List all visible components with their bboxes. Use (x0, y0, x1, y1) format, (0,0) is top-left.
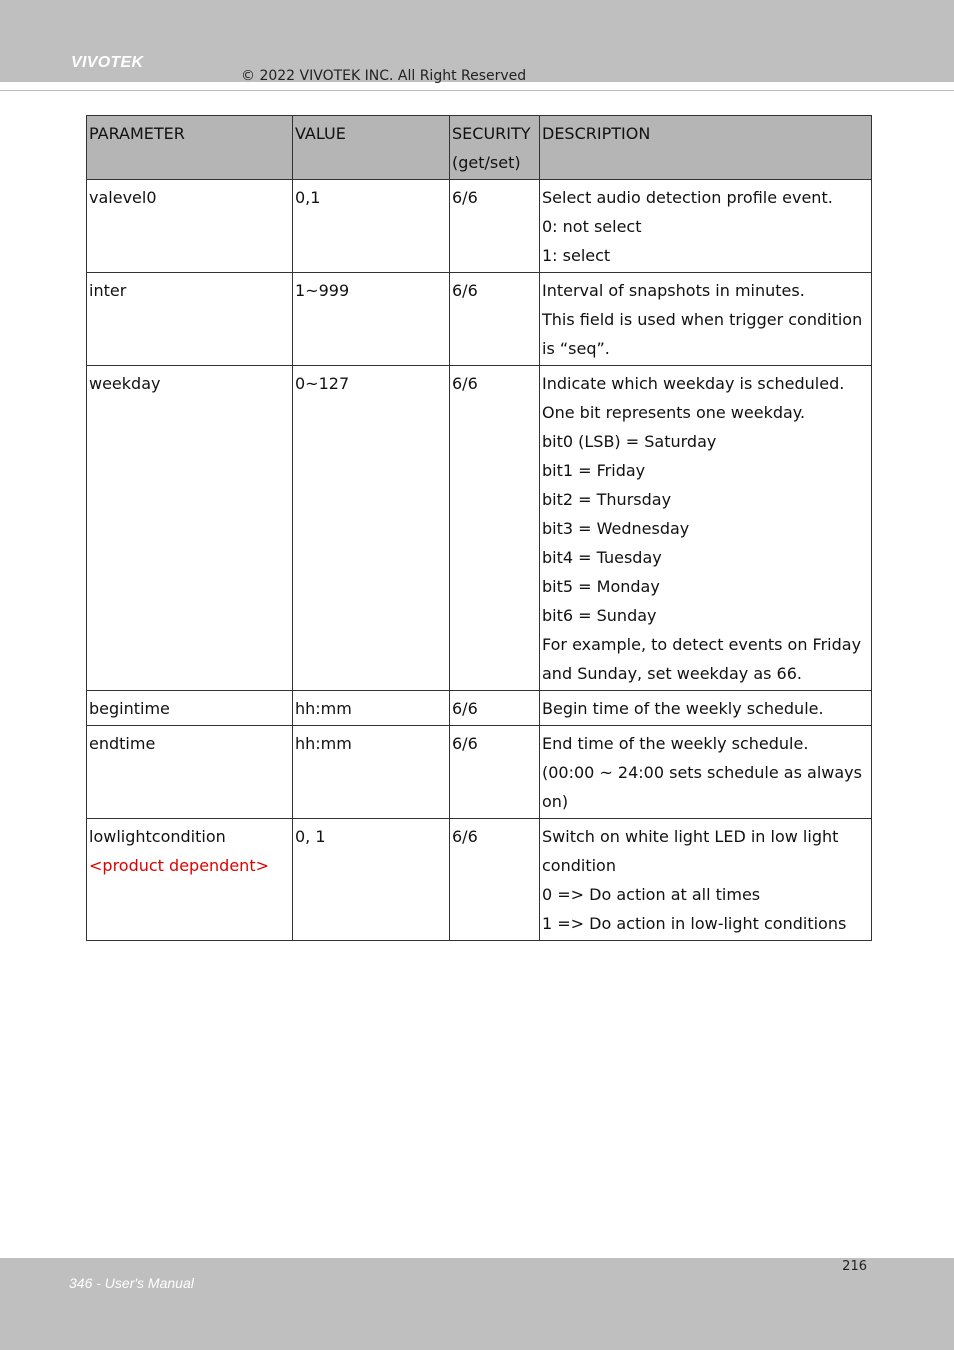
description-line: Switch on white light LED in low light (542, 827, 839, 846)
description-line: This field is used when trigger condition (542, 310, 863, 329)
cell-parameter (87, 180, 293, 273)
description-line: End time of the weekly schedule. (542, 734, 809, 753)
description-line: For example, to detect events on Friday (542, 635, 862, 654)
table-row (87, 726, 872, 819)
cell-description (540, 366, 872, 691)
cell-security: 6/6 (450, 819, 540, 941)
header-divider (0, 90, 954, 91)
cell-value: 0~127 (293, 366, 450, 691)
description-line: bit3 = Wednesday (542, 519, 690, 538)
brand-logo: VIVOTEK (71, 54, 144, 71)
description-line: is “seq”. (542, 339, 610, 358)
description-line: (00:00 ~ 24:00 sets schedule as always (542, 763, 862, 782)
cell-parameter (87, 691, 293, 726)
page-number: 216 (842, 1259, 867, 1274)
description-line: One bit represents one weekday. (542, 403, 806, 422)
description-line: bit4 = Tuesday (542, 548, 662, 567)
column-header-description: DESCRIPTION (540, 116, 872, 180)
cell-security: 6/6 (450, 273, 540, 366)
cell-description (540, 273, 872, 366)
footer-band (0, 1258, 954, 1350)
cell-parameter (87, 273, 293, 366)
description-line: Interval of snapshots in minutes. (542, 281, 805, 300)
description-line: Select audio detection profile event. (542, 188, 833, 207)
description-line: bit0 (LSB) = Saturday (542, 432, 717, 451)
cell-description (540, 726, 872, 819)
description-line: and Sunday, set weekday as 66. (542, 664, 802, 683)
cell-parameter (87, 366, 293, 691)
cell-security: 6/6 (450, 726, 540, 819)
table-row (87, 691, 872, 726)
cell-security: 6/6 (450, 366, 540, 691)
description-line: Indicate which weekday is scheduled. (542, 374, 845, 393)
cell-value: 0, 1 (293, 819, 450, 941)
column-header-value: VALUE (293, 116, 450, 180)
cell-description (540, 819, 872, 941)
parameter-name: endtime (89, 734, 156, 753)
table-row (87, 273, 872, 366)
cell-parameter (87, 819, 293, 941)
cell-security: 6/6 (450, 180, 540, 273)
description-line: 1: select (542, 246, 611, 265)
description-line: 1 => Do action in low-light conditions (542, 914, 847, 933)
security-header-line: (get/set) (452, 153, 521, 172)
parameter-name: begintime (89, 699, 170, 718)
cell-security: 6/6 (450, 691, 540, 726)
security-header-line: SECURITY (452, 124, 531, 143)
parameter-name: lowlightcondition (89, 827, 226, 846)
cell-value: hh:mm (293, 726, 450, 819)
parameter-table (86, 115, 872, 941)
parameter-name: inter (89, 281, 127, 300)
description-line: bit6 = Sunday (542, 606, 657, 625)
cell-value: 0,1 (293, 180, 450, 273)
column-header-security (450, 116, 540, 180)
cell-value: 1~999 (293, 273, 450, 366)
description-line: condition (542, 856, 616, 875)
manual-page-label: 346 - User's Manual (69, 1275, 194, 1291)
cell-parameter (87, 726, 293, 819)
description-line: on) (542, 792, 569, 811)
copyright-text: © 2022 VIVOTEK INC. All Right Reserved (241, 68, 527, 84)
table-row (87, 180, 872, 273)
column-header-parameter: PARAMETER (87, 116, 293, 180)
product-dependent-note: <product dependent> (89, 856, 269, 875)
cell-description (540, 180, 872, 273)
table-row (87, 366, 872, 691)
description-line: bit5 = Monday (542, 577, 660, 596)
description-line: Begin time of the weekly schedule. (542, 699, 824, 718)
parameter-name: weekday (89, 374, 161, 393)
cell-description (540, 691, 872, 726)
parameter-name: valevel0 (89, 188, 157, 207)
description-line: 0: not select (542, 217, 642, 236)
description-line: 0 => Do action at all times (542, 885, 761, 904)
description-line: bit1 = Friday (542, 461, 646, 480)
description-line: bit2 = Thursday (542, 490, 672, 509)
cell-value: hh:mm (293, 691, 450, 726)
table-header-row (87, 116, 872, 180)
table-row (87, 819, 872, 941)
